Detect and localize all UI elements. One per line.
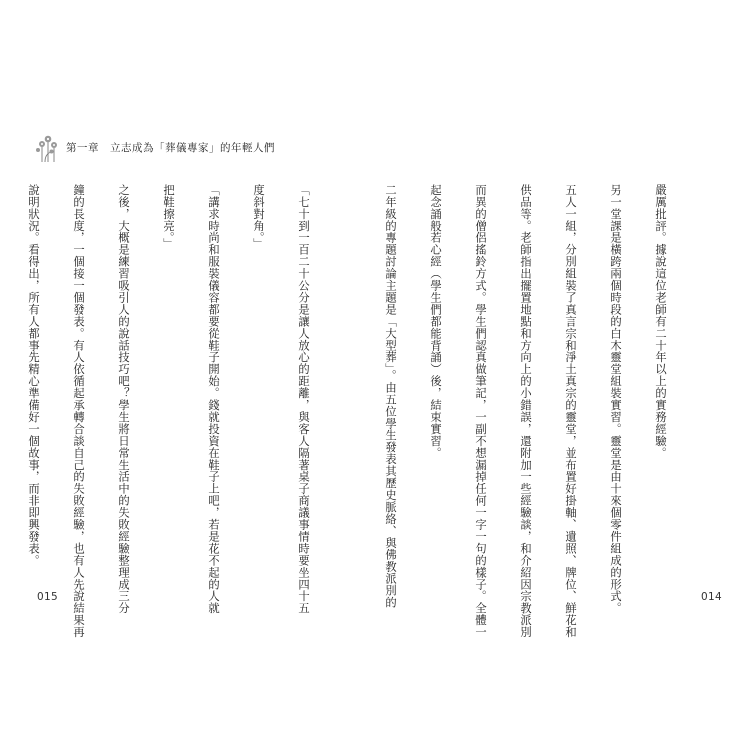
- text-column: 說明狀況。看得出，所有人都事先精心準備好一個故事，而非即興發表。: [27, 184, 40, 567]
- page-number-right: 014: [701, 591, 722, 603]
- text-column: 嚴厲批評。據說這位老師有二十年以上的實務經驗。: [654, 184, 667, 459]
- right-page: [376, 0, 750, 750]
- text-column: 五人一組，分別組裝了真言宗和淨土真宗的靈堂，並布置好掛軸、遺照、牌位、鮮花和: [564, 184, 577, 639]
- text-column: 起念誦般若心經（學生們都能背誦）後，結束實習。: [429, 184, 442, 459]
- flower-ornament-icon: [33, 132, 63, 166]
- text-column: 供品等。老師指出擺置地點和方向上的小錯誤，還附加一些經驗談，和介紹因宗教派別: [519, 184, 532, 639]
- text-column: 鐘的長度，一個接一個發表。有人依循起承轉合談自己的失敗經驗，也有人先說結果再: [72, 184, 85, 639]
- text-column: 而異的僧侶搖鈴方式。學生們認真做筆記，一副不想漏掉任何一字一句的樣子。全體一: [474, 184, 487, 639]
- text-column: 另一堂課是橫跨兩個時段的白木靈堂組裝實習。靈堂是由十來個零件組成的形式。: [609, 184, 622, 615]
- text-column: 把鞋擦亮。」: [162, 184, 175, 251]
- page-number-left: 015: [37, 591, 58, 603]
- right-page-body: [384, 184, 698, 639]
- text-column: 之後，大概是練習吸引人的說話技巧吧？學生將日常生活中的失敗經驗整理成三分: [117, 184, 130, 615]
- chapter-header: 第一章 立志成為「葬儀專家」的年輕人們: [66, 142, 275, 154]
- text-column: 「七十到一百二十公分是讓人放心的距離，與客人隔著桌子商議事情時要坐四十五: [297, 184, 310, 615]
- text-column: 「講求時尚和服裝儀容都要從鞋子開始。錢就投資在鞋子上吧，若是花不起的人就: [207, 184, 220, 615]
- text-column: 度斜對角。」: [252, 184, 265, 251]
- text-column: 二年級的專題討論主題是「大型葬」。由五位學生發表其歷史脈絡、與佛教派別的: [384, 184, 397, 609]
- left-page: [0, 0, 374, 750]
